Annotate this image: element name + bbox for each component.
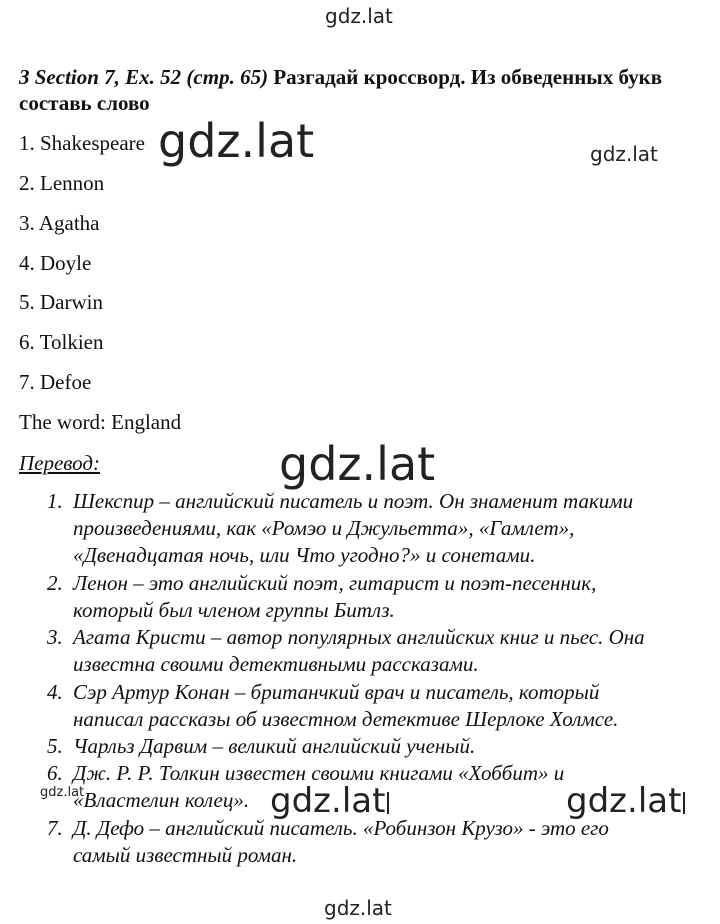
item-number: 7. bbox=[47, 816, 63, 840]
item-number: 4. bbox=[47, 680, 63, 704]
answer-item: 5. Darwin bbox=[19, 290, 103, 314]
exercise-task: Разгадай кроссворд. Из обведенных букв составь слово bbox=[19, 65, 663, 115]
answer-item: 1. Shakespeare bbox=[19, 131, 145, 155]
watermark-text: gdz.lat bbox=[270, 781, 386, 821]
watermark-text: gdz.lat bbox=[566, 781, 682, 821]
item-number: 1. bbox=[47, 489, 63, 513]
text-line: известна своими детективными рассказами. bbox=[73, 652, 479, 676]
answer-item: 3. Agatha bbox=[19, 211, 100, 235]
text-line: «Властелин колец». bbox=[73, 788, 250, 812]
answer-item: 2. Lennon bbox=[19, 171, 105, 195]
item-text bbox=[73, 624, 713, 678]
text-line: Сэр Артур Конан – британчкий врач и писатель, который bbox=[73, 680, 600, 704]
watermark-lower-2 bbox=[566, 781, 685, 821]
text-line: который был членом группы Битлз. bbox=[73, 598, 395, 622]
text-line: Агата Кристи – автор популярных английских книг и пьес. Она bbox=[73, 625, 645, 649]
item-number: 6. bbox=[47, 761, 63, 785]
answer-item: 7. Defoe bbox=[19, 370, 92, 394]
text-line: произведениями, как «Ромэо и Джульетта», «Гамлет», bbox=[73, 516, 575, 540]
the-word: The word: England bbox=[19, 410, 182, 434]
answer-item: 4. Doyle bbox=[19, 251, 92, 275]
text-line: Дж. Р. Р. Толкин известен своими книгами «Хоббит» и bbox=[73, 761, 565, 785]
text-line: Шекспир – английский писатель и поэт. Он знаменит такими bbox=[73, 489, 634, 513]
watermark-top: gdz.lat bbox=[325, 4, 393, 28]
item-text bbox=[73, 488, 713, 569]
answer-item: 6. Tolkien bbox=[19, 330, 104, 354]
watermark-lower-1 bbox=[270, 781, 389, 821]
watermark-tiny: gdz.lat bbox=[40, 785, 85, 800]
item-number: 3. bbox=[47, 625, 63, 649]
text-line: «Двенадцатая ночь, или Что угодно?» и сонетами. bbox=[73, 543, 536, 567]
item-text bbox=[73, 733, 713, 760]
watermark-bottom: gdz.lat bbox=[324, 896, 392, 920]
item-number: 5. bbox=[47, 734, 63, 758]
text-line: написал рассказы об известном детективе Шерлоке Холмсе. bbox=[73, 707, 619, 731]
cursor-bar bbox=[683, 792, 685, 814]
text-line: самый известный роман. bbox=[73, 843, 298, 867]
item-number: 2. bbox=[47, 571, 63, 595]
watermark-large-2: gdz.lat bbox=[279, 437, 436, 491]
item-text bbox=[73, 570, 713, 624]
watermark-right: gdz.lat bbox=[590, 142, 658, 166]
watermark-large-1: gdz.lat bbox=[158, 114, 315, 168]
translation-heading: Перевод: bbox=[19, 451, 100, 475]
item-text bbox=[73, 815, 713, 869]
text-line: Д. Дефо – английский писатель. «Робинзон Крузо» - это его bbox=[73, 816, 609, 840]
text-line: Ленон – это английский поэт, гитарист и поэт-песенник, bbox=[73, 571, 597, 595]
item-text bbox=[73, 679, 713, 733]
exercise-reference: 3 Section 7, Ex. 52 (стр. 65) bbox=[19, 65, 269, 89]
exercise-title bbox=[19, 64, 709, 116]
text-line: Чарльз Дарвим – великий английский ученый. bbox=[73, 734, 476, 758]
cursor-bar bbox=[387, 792, 389, 814]
